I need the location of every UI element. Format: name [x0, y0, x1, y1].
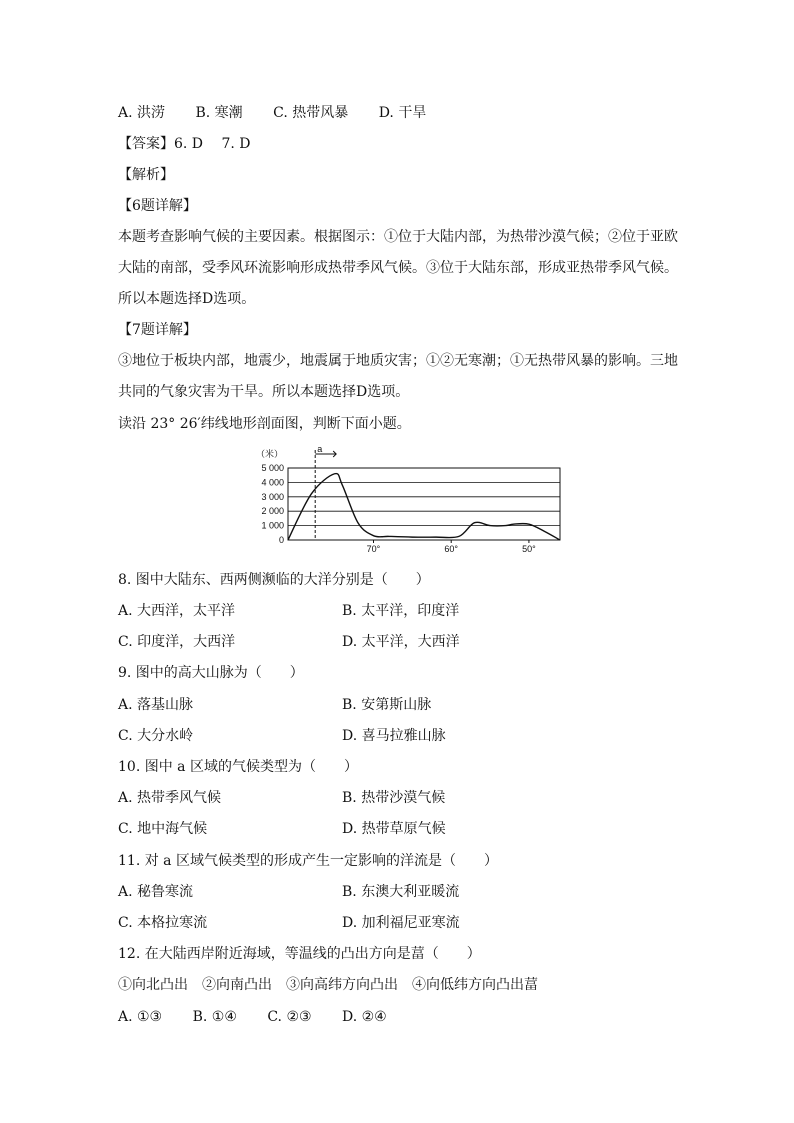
q5-option-a: A. 洪涝 — [118, 105, 166, 121]
y-axis-ticks — [261, 463, 284, 545]
intro-line: 读沿 23° 26′纬线地形剖面图，判断下面小题。 — [118, 416, 411, 432]
x-tick-label: 60° — [444, 544, 459, 554]
chart-frame — [288, 468, 560, 540]
x-axis-ticks — [367, 540, 536, 554]
y-tick-label: 4 000 — [261, 477, 284, 488]
x-tick-label: 50° — [522, 544, 536, 554]
q12-option-b: B. ①④ — [192, 1009, 237, 1025]
profile-line — [288, 474, 560, 540]
q9-stem: 9. 图中的高大山脉为（ ） — [118, 665, 304, 681]
q5-option-c: C. 热带风暴 — [273, 105, 349, 121]
analysis-label: 【解析】 — [118, 167, 174, 183]
q10-option-b: B. 热带沙漠气候 — [342, 790, 446, 806]
q9-option-b: B. 安第斯山脉 — [342, 697, 432, 713]
q7-text-line-2: 共同的气象灾害为干旱。所以本题选择D选项。 — [118, 384, 410, 400]
q8-option-d: D. 太平洋，大西洋 — [342, 634, 460, 650]
q7-text-line-1: ③地位于板块内部，地震少，地震属于地质灾害；①②无寒潮；①无热带风暴的影响。三地 — [118, 353, 678, 369]
q12-option-c: C. ②③ — [267, 1009, 312, 1025]
q9-option-c: C. 大分水岭 — [118, 728, 194, 744]
y-tick-label: 0 — [278, 535, 284, 545]
q9-option-a: A. 落基山脉 — [118, 697, 194, 713]
q8-option-a: A. 大西洋，太平洋 — [118, 603, 236, 619]
q6-detail-label: 【6题详解】 — [118, 198, 197, 214]
q6-text-line-1: 本题考查影响气候的主要因素。根据图示：①位于大陆内部，为热带沙漠气候；②位于亚欧 — [118, 229, 678, 245]
q11-option-b: B. 东澳大利亚暖流 — [342, 884, 460, 900]
q10-option-d: D. 热带草原气候 — [342, 821, 446, 837]
q8-option-b: B. 太平洋，印度洋 — [342, 603, 460, 619]
q5-option-d: D. 干旱 — [378, 105, 427, 121]
q11-option-a: A. 秘鲁寒流 — [118, 884, 194, 900]
y-tick-label: 2 000 — [261, 506, 284, 517]
q12-option-a: A. ①③ — [118, 1009, 163, 1025]
q7-detail-label: 【7题详解】 — [118, 322, 197, 338]
q11-option-c: C. 本格拉寒流 — [118, 915, 208, 931]
y-tick-label: 3 000 — [261, 491, 284, 502]
q8-stem: 8. 图中大陆东、西两侧濒临的大洋分别是（ ） — [118, 572, 430, 588]
q10-option-a: A. 热带季风气候 — [118, 790, 222, 806]
y-tick-label: 1 000 — [261, 520, 284, 531]
q12-stem: 12. 在大陆西岸附近海域，等温线的凸出方向是葍（ ） — [118, 946, 481, 962]
q9-option-d: D. 喜马拉雅山脉 — [342, 728, 446, 744]
q8-option-c: C. 印度洋，大西洋 — [118, 634, 236, 650]
q12-option-d: D. ②④ — [342, 1009, 387, 1025]
chart-grid — [288, 482, 560, 525]
q12-sub-statements: ①向北凸出 ②向南凸出 ③向高纬方向凸出 ④向低纬方向凸出葍 — [118, 977, 538, 993]
q5-options — [118, 103, 452, 123]
q10-option-c: C. 地中海气候 — [118, 821, 208, 837]
x-tick-label: 70° — [366, 544, 381, 554]
q11-option-d: D. 加利福尼亚寒流 — [342, 915, 460, 931]
q12-options — [118, 1007, 413, 1027]
q11-stem: 11. 对 a 区域气候类型的形成产生一定影响的洋流是（ ） — [118, 853, 498, 869]
y-axis-unit: （米） — [256, 449, 284, 459]
q5-option-b: B. 寒潮 — [195, 105, 243, 121]
terrain-profile-chart — [250, 444, 570, 556]
q6-text-line-2: 大陆的南部，受季风环流影响形成热带季风气候。③位于大陆东部，形成亚热带季风气候。 — [118, 260, 678, 276]
q10-stem: 10. 图中 a 区域的气候类型为（ ） — [118, 759, 358, 775]
marker-label: a — [317, 444, 323, 454]
answer-line: 【答案】6. D 7. D — [118, 136, 251, 152]
q6-text-line-3: 所以本题选择D选项。 — [118, 291, 256, 307]
y-tick-label: 5 000 — [261, 463, 284, 473]
